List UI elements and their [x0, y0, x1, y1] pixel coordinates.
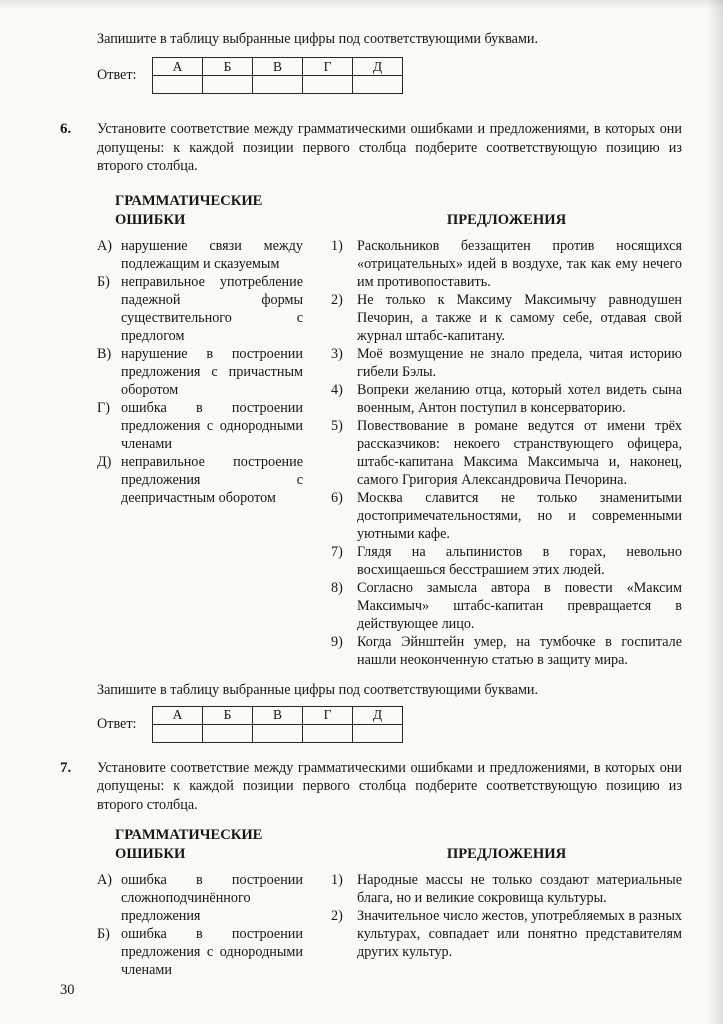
error-text: нарушение связи между подлежащим и сказуемым: [121, 237, 303, 272]
answer-col-header-v: В: [253, 706, 303, 724]
sentence-text: Москва славится не только знаменитыми достопримечательностями, но и современными уютными кафе.: [357, 489, 682, 542]
sentence-text: Моё возмущение не знало предела, читая историю гибели Бэлы.: [357, 345, 682, 380]
answer-label: Ответ:: [97, 67, 137, 83]
error-text: ошибка в построении предложения с однородными членами: [121, 399, 303, 452]
answer-col-header-d: Д: [353, 706, 403, 724]
error-label: А): [97, 872, 112, 888]
answer-table-block-top: [97, 57, 682, 94]
sentence-item: [331, 489, 682, 543]
page-number: 30: [60, 982, 75, 998]
sentence-number: 4): [331, 381, 343, 398]
answer-label: Ответ:: [97, 715, 137, 732]
question-6-sentences-column: [331, 182, 682, 669]
sentence-item: [331, 381, 682, 417]
sentences-column-header: ПРЕДЛОЖЕНИЯ: [446, 846, 567, 862]
error-label: Б): [97, 273, 110, 290]
answer-col-header-a: А: [153, 58, 203, 76]
errors-header-line1: ГРАММАТИЧЕСКИЕ: [115, 192, 263, 209]
answer-col-header-g: Г: [303, 58, 353, 76]
answer-table-block-q6: [97, 706, 682, 743]
answer-cell-empty: [253, 724, 303, 742]
answer-col-header-b: Б: [203, 706, 253, 724]
sentence-text: Народные массы не только создают материальные блага, но и великие сокровища культуры.: [357, 872, 682, 906]
error-text: нарушение в построении предложения с причастным оборотом: [121, 345, 303, 398]
error-label: В): [97, 345, 112, 362]
question-6-number: 6.: [60, 121, 72, 137]
error-item: [97, 453, 303, 507]
error-label: Б): [97, 926, 110, 942]
error-text: неправильное употребление падежной формы существительного с предлогом: [121, 273, 303, 344]
error-label: Г): [97, 399, 110, 416]
sentence-number: 9): [331, 633, 343, 650]
sentence-item: [331, 345, 682, 381]
question-7: [60, 759, 682, 980]
errors-header-line2: ОШИБКИ: [115, 211, 186, 228]
sentence-text: Глядя на альпинистов в горах, невольно восхищаешься бесстрашием этих людей.: [357, 543, 682, 578]
sentence-text: Когда Эйнштейн умер, на тумбочке в госпитале нашли неоконченную статью в защиту мира.: [357, 633, 682, 668]
sentence-number: 7): [331, 543, 343, 560]
sentence-number: 3): [331, 345, 343, 362]
question-6: [60, 120, 682, 669]
errors-column-header: [97, 826, 303, 864]
answer-cell-empty: [253, 76, 303, 94]
answer-col-header-b: Б: [203, 58, 253, 76]
sentence-item: [331, 871, 682, 907]
question-7-sentences-column: [331, 820, 682, 979]
sentence-item: [331, 907, 682, 961]
answer-col-header-a: А: [153, 706, 203, 724]
sentence-text: Вопреки желанию отца, который хотел видеть сына военным, Антон поступил в консерваторию.: [357, 381, 682, 416]
sentence-text: Повествование в романе ведутся от имени трёх рассказчиков: некоего странствующего офицера, штабс-капитана Максима Максимыча и, наконец, самого Григория Александровича Печорина.: [357, 417, 682, 488]
sentence-text: Не только к Максиму Максимычу равнодушен Печорин, а также и к самому себе, отдавая свой журнал штабс-капитану.: [357, 291, 682, 344]
error-text: ошибка в построении предложения с однородными членами: [121, 926, 303, 978]
write-answers-instruction-top: Запишите в таблицу выбранные цифры под соответствующими буквами.: [97, 31, 539, 47]
error-item: [97, 871, 303, 925]
errors-header-line1: ГРАММАТИЧЕСКИЕ: [115, 827, 263, 843]
answer-cell-empty: [203, 76, 253, 94]
errors-column-header: [97, 192, 303, 230]
answer-grid-empty-row: [153, 724, 403, 742]
answer-cell-empty: [153, 724, 203, 742]
answer-grid-header-row: [153, 58, 403, 76]
error-item: [97, 273, 303, 345]
error-label: А): [97, 237, 112, 254]
sentence-item: [331, 291, 682, 345]
question-7-head: [60, 759, 682, 815]
answer-cell-empty: [303, 76, 353, 94]
sentence-number: 2): [331, 908, 343, 924]
question-7-columns: [97, 820, 682, 979]
sentence-item: [331, 543, 682, 579]
error-text: неправильное построение предложения с деепричастным оборотом: [121, 453, 303, 506]
answer-cell-empty: [203, 724, 253, 742]
answer-grid: [152, 57, 403, 94]
question-6-intro: Установите соответствие между грамматическими ошибками и предложениями, в которых они допущены: к каждой позиции первого столбца подберите соответствующую позицию из второго столбца.: [97, 121, 682, 174]
question-7-intro: Установите соответствие между грамматическими ошибками и предложениями, в которых они допущены: к каждой позиции первого столбца подберите соответствующую позицию из второго столбца.: [97, 759, 682, 813]
sentence-number: 5): [331, 417, 343, 434]
sentence-text: Значительное число жестов, употребляемых в разных культурах, совпадает или понятно представителям других культур.: [357, 908, 682, 960]
question-6-columns: [97, 182, 682, 669]
answer-col-header-d: Д: [353, 58, 403, 76]
answer-cell-empty: [353, 76, 403, 94]
sentence-item: [331, 633, 682, 669]
error-item: [97, 345, 303, 399]
answer-grid-empty-row: [153, 76, 403, 94]
write-answers-instruction-q6: Запишите в таблицу выбранные цифры под соответствующими буквами.: [97, 681, 539, 698]
answer-cell-empty: [153, 76, 203, 94]
sentence-number: 1): [331, 237, 343, 254]
sentence-item: [331, 417, 682, 489]
answer-grid: [152, 706, 403, 743]
sentence-item: [331, 237, 682, 291]
answer-cell-empty: [303, 724, 353, 742]
sentence-number: 1): [331, 872, 343, 888]
sentences-column-header: ПРЕДЛОЖЕНИЯ: [446, 211, 567, 228]
question-7-errors-column: [97, 820, 303, 979]
sentence-item: [331, 579, 682, 633]
answer-col-header-v: В: [253, 58, 303, 76]
question-7-number: 7.: [60, 759, 72, 776]
sentence-number: 8): [331, 579, 343, 596]
error-label: Д): [97, 453, 112, 470]
error-item: [97, 399, 303, 453]
error-item: [97, 237, 303, 273]
answer-grid-header-row: [153, 706, 403, 724]
errors-header-line2: ОШИБКИ: [115, 846, 186, 862]
error-text: ошибка в построении сложноподчинённого предложения: [121, 872, 303, 924]
sentence-number: 6): [331, 489, 343, 506]
sentence-text: Раскольников беззащитен против носящихся «отрицательных» идей в воздухе, так как ему нечего им противопоставить.: [357, 237, 682, 290]
question-6-errors-column: [97, 182, 303, 669]
answer-cell-empty: [353, 724, 403, 742]
sentence-number: 2): [331, 291, 343, 308]
error-item: [97, 925, 303, 979]
question-6-head: [60, 120, 682, 176]
sentence-text: Согласно замысла автора в повести «Максим Максимыч» штабс-капитан превращается в действующее лицо.: [357, 579, 682, 632]
answer-col-header-g: Г: [303, 706, 353, 724]
